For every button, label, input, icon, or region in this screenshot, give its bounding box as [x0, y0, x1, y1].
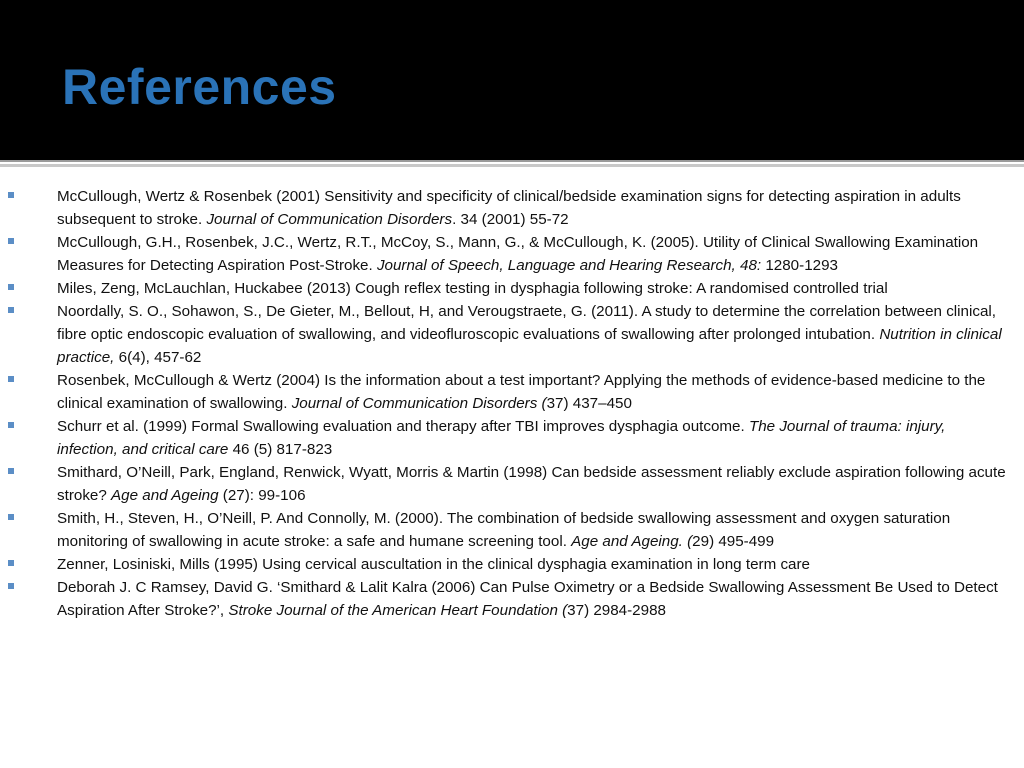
- square-bullet-icon: [8, 514, 14, 520]
- reference-item: [0, 300, 1024, 369]
- reference-item: [0, 369, 1024, 415]
- reference-details: 1280-1293: [761, 257, 838, 274]
- square-bullet-icon: [8, 376, 14, 382]
- reference-item: [0, 507, 1024, 553]
- square-bullet-icon: [8, 284, 14, 290]
- reference-item: [0, 553, 1024, 576]
- square-bullet-icon: [8, 238, 14, 244]
- reference-details: (27): 99-106: [218, 487, 306, 504]
- reference-text: McCullough, G.H., Rosenbek, J.C., Wertz, R.T., McCoy, S., Mann, G., & McCullough, K. (2005). Utility of Clinical Swallowing Examination Measures for Detecting Aspiration Post-Stroke.: [57, 234, 979, 274]
- square-bullet-icon: [8, 468, 14, 474]
- reference-item: [0, 576, 1024, 622]
- square-bullet-icon: [8, 422, 14, 428]
- references-list: [0, 185, 1024, 622]
- reference-text: Miles, Zeng, McLauchlan, Huckabee (2013) Cough reflex testing in dysphagia following stroke: A randomised controlled trial: [57, 280, 888, 297]
- reference-journal: Age and Ageing: [111, 487, 219, 504]
- reference-text: Zenner, Losiniski, Mills (1995) Using cervical auscultation in the clinical dysphagia examination in long term care: [57, 556, 810, 573]
- reference-text: Schurr et al. (1999) Formal Swallowing evaluation and therapy after TBI improves dysphagia outcome.: [57, 418, 749, 435]
- reference-details: 37) 2984-2988: [567, 602, 666, 619]
- reference-text: Smith, H., Steven, H., O’Neill, P. And Connolly, M. (2000). The combination of bedside swallowing assessment and oxygen saturation monitoring of swallowing in acute stroke: a safe and humane screening tool.: [57, 510, 951, 550]
- square-bullet-icon: [8, 192, 14, 198]
- reference-journal: Stroke Journal of the American Heart Foundation (: [228, 602, 568, 619]
- reference-journal: Journal of Communication Disorders (: [291, 395, 547, 412]
- reference-item: [0, 185, 1024, 231]
- reference-details: 37) 437–450: [546, 395, 632, 412]
- reference-details: 6(4), 457-62: [114, 349, 202, 366]
- reference-text: McCullough, Wertz & Rosenbek (2001) Sensitivity and specificity of clinical/bedside examination signs for detecting aspiration in adults subsequent to stroke.: [57, 188, 961, 228]
- reference-journal: Age and Ageing. (: [571, 533, 693, 550]
- reference-text: Deborah J. C Ramsey, David G. ‘Smithard & Lalit Kalra (2006) Can Pulse Oximetry or a Bedside Swallowing Assessment Be Used to Detect Aspiration After Stroke?’,: [57, 579, 998, 619]
- reference-journal: Journal of Communication Disorders: [206, 211, 453, 228]
- title-band: [0, 0, 1024, 160]
- square-bullet-icon: [8, 307, 14, 313]
- square-bullet-icon: [8, 583, 14, 589]
- title-divider: [0, 160, 1024, 168]
- reference-item: [0, 231, 1024, 277]
- reference-text: Smithard, O’Neill, Park, England, Renwick, Wyatt, Morris & Martin (1998) Can bedside assessment reliably exclude aspiration following acute stroke?: [57, 464, 1006, 504]
- reference-details: 29) 495-499: [692, 533, 775, 550]
- square-bullet-icon: [8, 560, 14, 566]
- reference-journal: Journal of Speech, Language and Hearing Research, 48:: [376, 257, 762, 274]
- slide-title: References: [62, 59, 337, 115]
- reference-details: . 34 (2001) 55-72: [452, 211, 569, 228]
- reference-text: Noordally, S. O., Sohawon, S., De Gieter, M., Bellout, H, and Verougstraete, G. (2011). A study to determine the correlation between clinical, fibre optic endoscopic evaluation of swallowing, and videofluroscopic evaluations of swallowing after prolonged intubation.: [57, 303, 997, 343]
- reference-item: [0, 277, 1024, 300]
- reference-item: [0, 415, 1024, 461]
- reference-details: 46 (5) 817-823: [228, 441, 333, 458]
- reference-journal: Nutrition in clinical practice,: [57, 326, 1002, 366]
- reference-item: [0, 461, 1024, 507]
- reference-journal: The Journal of trauma: injury, infection, and critical care: [57, 418, 946, 458]
- reference-text: Rosenbek, McCullough & Wertz (2004) Is the information about a test important? Applying the methods of evidence-based medicine to the clinical examination of swallowing.: [57, 372, 986, 412]
